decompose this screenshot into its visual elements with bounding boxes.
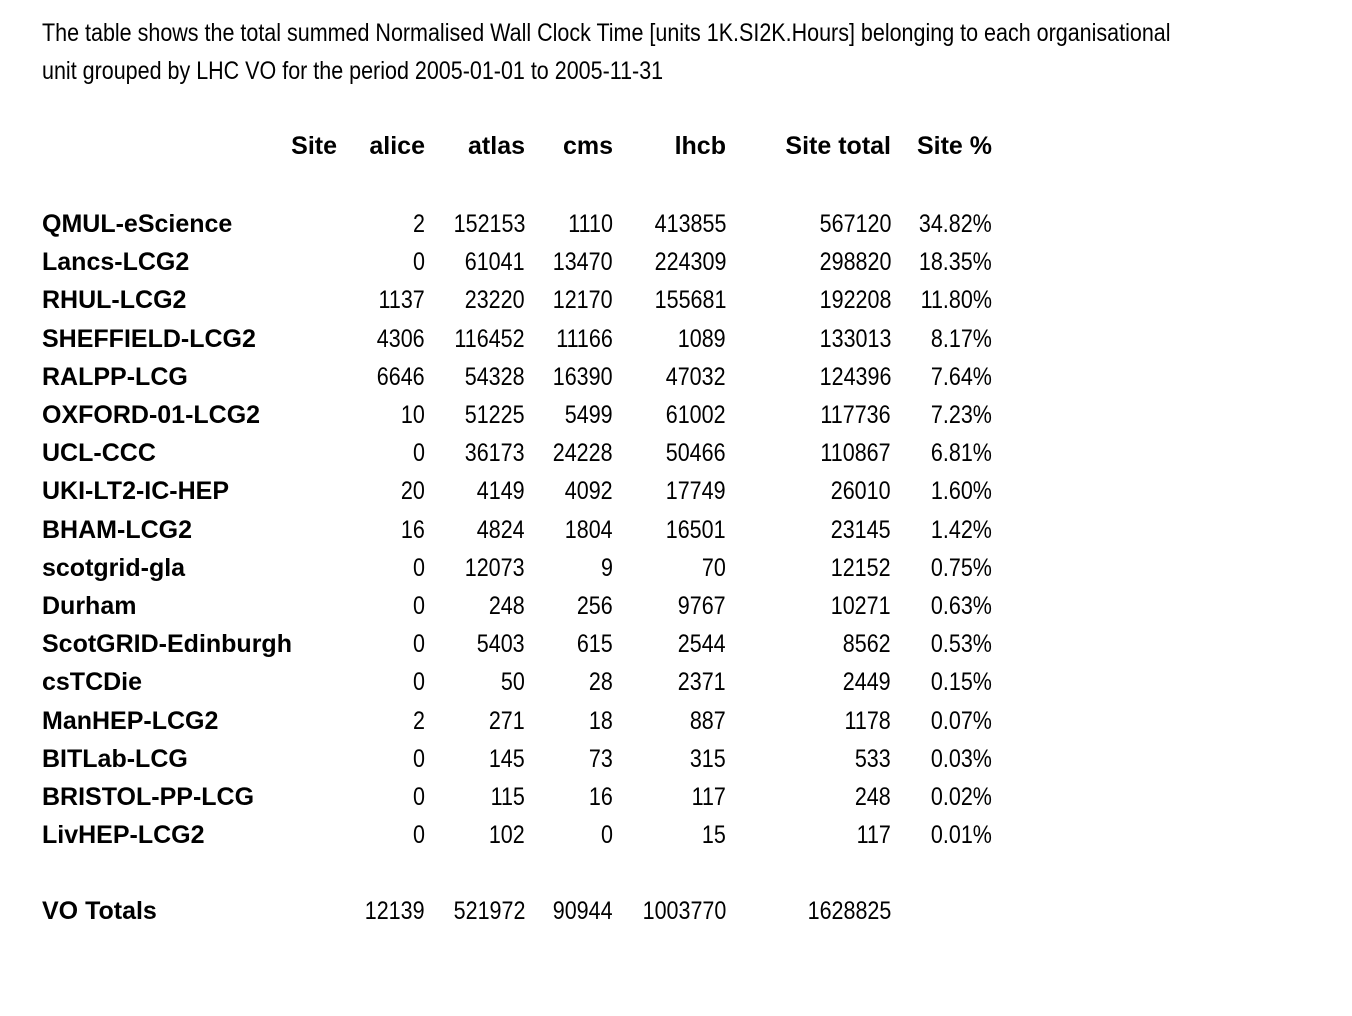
row-cms: 13470 [553, 248, 613, 277]
table-row [0, 320, 1352, 358]
row-alice: 0 [413, 248, 425, 277]
row-lhcb: 413855 [654, 210, 726, 238]
row-site: scotgrid-gla [42, 553, 186, 582]
table-row [0, 205, 1352, 243]
row-cms: 24228 [553, 439, 613, 468]
table-row [0, 434, 1352, 472]
row-site-total: 10271 [831, 592, 891, 620]
row-atlas: 12073 [465, 553, 525, 582]
totals-atlas: 521972 [453, 897, 525, 925]
totals-row [0, 892, 1352, 930]
row-site-pct: 0.75% [931, 553, 992, 582]
row-lhcb: 2544 [678, 630, 726, 659]
row-atlas: 61041 [465, 248, 525, 277]
row-site: BITLab-LCG [42, 744, 188, 773]
row-atlas: 54328 [465, 362, 525, 391]
row-alice: 0 [413, 744, 425, 773]
row-site-total: 117736 [820, 401, 891, 429]
row-lhcb: 1089 [678, 324, 726, 353]
row-site-total: 124396 [819, 362, 891, 391]
table-row [0, 396, 1352, 434]
row-alice: 0 [413, 592, 425, 620]
row-site-total: 2449 [843, 668, 891, 697]
row-site-pct: 34.82% [919, 210, 992, 238]
row-site: Durham [42, 592, 137, 620]
row-site-pct: 0.15% [931, 668, 992, 697]
row-site-total: 8562 [843, 630, 891, 659]
row-lhcb: 315 [690, 744, 726, 773]
row-site-pct: 0.07% [931, 706, 992, 735]
row-lhcb: 155681 [654, 286, 726, 315]
row-alice: 6646 [377, 362, 425, 391]
row-site-total: 192208 [819, 286, 891, 315]
row-lhcb: 15 [702, 821, 726, 850]
row-site: csTCDie [42, 668, 143, 697]
intro-line-1: The table shows the total summed Normalised Wall Clock Time [units 1K.SI2K.Hours] belonging to each organisational [42, 19, 1171, 47]
row-atlas: 4824 [477, 515, 525, 544]
row-cms: 615 [577, 630, 613, 659]
row-lhcb: 61002 [666, 401, 726, 429]
row-cms: 18 [589, 706, 613, 735]
row-site: LivHEP-LCG2 [42, 821, 205, 850]
header-site-total: Site total [785, 132, 891, 160]
row-atlas: 5403 [477, 630, 525, 659]
row-site-total: 12152 [831, 553, 891, 582]
row-lhcb: 117 [691, 783, 726, 811]
row-cms: 5499 [565, 401, 613, 429]
row-site: SHEFFIELD-LCG2 [42, 324, 256, 353]
row-site-pct: 0.03% [931, 744, 992, 773]
row-alice: 10 [401, 401, 425, 429]
row-site-pct: 6.81% [931, 439, 992, 468]
row-site: RHUL-LCG2 [42, 286, 187, 315]
row-cms: 73 [589, 744, 613, 773]
row-site-pct: 18.35% [919, 248, 992, 277]
row-cms: 256 [577, 592, 613, 620]
row-atlas: 36173 [465, 439, 525, 468]
row-site-total: 533 [855, 744, 891, 773]
header-lhcb: lhcb [674, 132, 726, 160]
row-cms: 4092 [565, 477, 613, 506]
row-cms: 28 [589, 668, 613, 697]
row-atlas: 145 [489, 744, 525, 773]
row-lhcb: 887 [690, 706, 726, 735]
row-atlas: 271 [489, 706, 525, 735]
row-atlas: 248 [489, 592, 525, 620]
table-row [0, 816, 1352, 854]
table-row [0, 625, 1352, 663]
row-cms: 9 [601, 553, 613, 582]
table-row [0, 511, 1352, 549]
row-site: RALPP-LCG [42, 362, 188, 391]
row-atlas: 152153 [453, 210, 525, 238]
table-row [0, 281, 1352, 319]
row-lhcb: 50466 [666, 439, 726, 468]
row-site-pct: 7.64% [931, 362, 992, 391]
row-site-pct: 0.63% [931, 592, 992, 620]
table-row [0, 663, 1352, 701]
row-cms: 16 [589, 783, 613, 811]
header-alice: alice [369, 132, 425, 160]
row-site-total: 1178 [844, 706, 891, 735]
row-site-pct: 0.01% [931, 821, 992, 850]
row-site: Lancs-LCG2 [42, 248, 190, 277]
header-site-pct: Site % [916, 132, 992, 160]
totals-site-total: 1628825 [807, 897, 891, 925]
row-site-total: 567120 [819, 210, 891, 238]
row-site-total: 117 [856, 821, 891, 850]
row-alice: 0 [413, 553, 425, 582]
row-lhcb: 70 [702, 553, 726, 582]
row-alice: 2 [413, 210, 425, 238]
row-cms: 1110 [568, 210, 613, 238]
row-alice: 4306 [377, 324, 425, 353]
header-cms: cms [562, 132, 613, 160]
row-atlas: 116452 [454, 324, 525, 353]
row-atlas: 102 [489, 821, 525, 850]
totals-lhcb: 1003770 [642, 897, 726, 925]
row-site-total: 110867 [820, 439, 891, 468]
row-cms: 1804 [565, 515, 613, 544]
row-alice: 0 [413, 668, 425, 697]
table-header-row [0, 127, 1352, 165]
row-cms: 12170 [553, 286, 613, 315]
totals-alice: 12139 [365, 897, 425, 925]
row-atlas: 23220 [465, 286, 525, 315]
row-site-total: 133013 [819, 324, 891, 353]
row-site-pct: 0.53% [931, 630, 992, 659]
row-site: BHAM-LCG2 [42, 515, 192, 544]
row-site-pct: 11.80% [920, 286, 992, 315]
table-row [0, 472, 1352, 510]
row-lhcb: 224309 [654, 248, 726, 277]
row-lhcb: 9767 [678, 592, 726, 620]
row-alice: 2 [413, 706, 425, 735]
table-row [0, 740, 1352, 778]
row-alice: 0 [413, 783, 425, 811]
totals-cms: 90944 [553, 897, 613, 925]
row-site-pct: 1.60% [931, 477, 992, 506]
row-cms: 0 [601, 821, 613, 850]
table-row [0, 549, 1352, 587]
row-site-pct: 7.23% [931, 401, 992, 429]
row-site-total: 26010 [831, 477, 891, 506]
row-site: ScotGRID-Edinburgh [42, 630, 292, 659]
row-lhcb: 16501 [666, 515, 726, 544]
row-alice: 0 [413, 821, 425, 850]
row-site: BRISTOL-PP-LCG [42, 783, 255, 811]
row-site: QMUL-eScience [42, 210, 233, 238]
row-atlas: 50 [501, 668, 525, 697]
row-atlas: 51225 [465, 401, 525, 429]
row-site-total: 23145 [831, 515, 891, 544]
row-atlas: 4149 [477, 477, 525, 506]
table-row [0, 358, 1352, 396]
row-site-total: 298820 [819, 248, 891, 277]
row-cms: 11166 [556, 324, 613, 353]
row-site: UKI-LT2-IC-HEP [42, 477, 230, 506]
row-site-total: 248 [855, 783, 891, 811]
row-atlas: 115 [490, 783, 525, 811]
table-row [0, 702, 1352, 740]
row-alice: 0 [413, 439, 425, 468]
header-atlas: atlas [468, 132, 525, 160]
table-row [0, 587, 1352, 625]
row-lhcb: 47032 [666, 362, 726, 391]
row-lhcb: 17749 [666, 477, 726, 506]
row-alice: 0 [413, 630, 425, 659]
row-lhcb: 2371 [678, 668, 726, 697]
table-row [0, 243, 1352, 281]
row-site: UCL-CCC [42, 439, 156, 468]
intro-line-2: unit grouped by LHC VO for the period 2005-01-01 to 2005-11-31 [42, 57, 664, 85]
row-site: OXFORD-01-LCG2 [42, 401, 261, 429]
row-alice: 1137 [378, 286, 425, 315]
header-site: Site [291, 132, 337, 160]
totals-label: VO Totals [42, 897, 157, 925]
table-row [0, 778, 1352, 816]
row-site-pct: 1.42% [931, 515, 992, 544]
row-alice: 16 [401, 515, 425, 544]
row-cms: 16390 [553, 362, 613, 391]
row-site: ManHEP-LCG2 [42, 706, 219, 735]
row-alice: 20 [401, 477, 425, 506]
row-site-pct: 0.02% [931, 783, 992, 811]
row-site-pct: 8.17% [931, 324, 992, 353]
